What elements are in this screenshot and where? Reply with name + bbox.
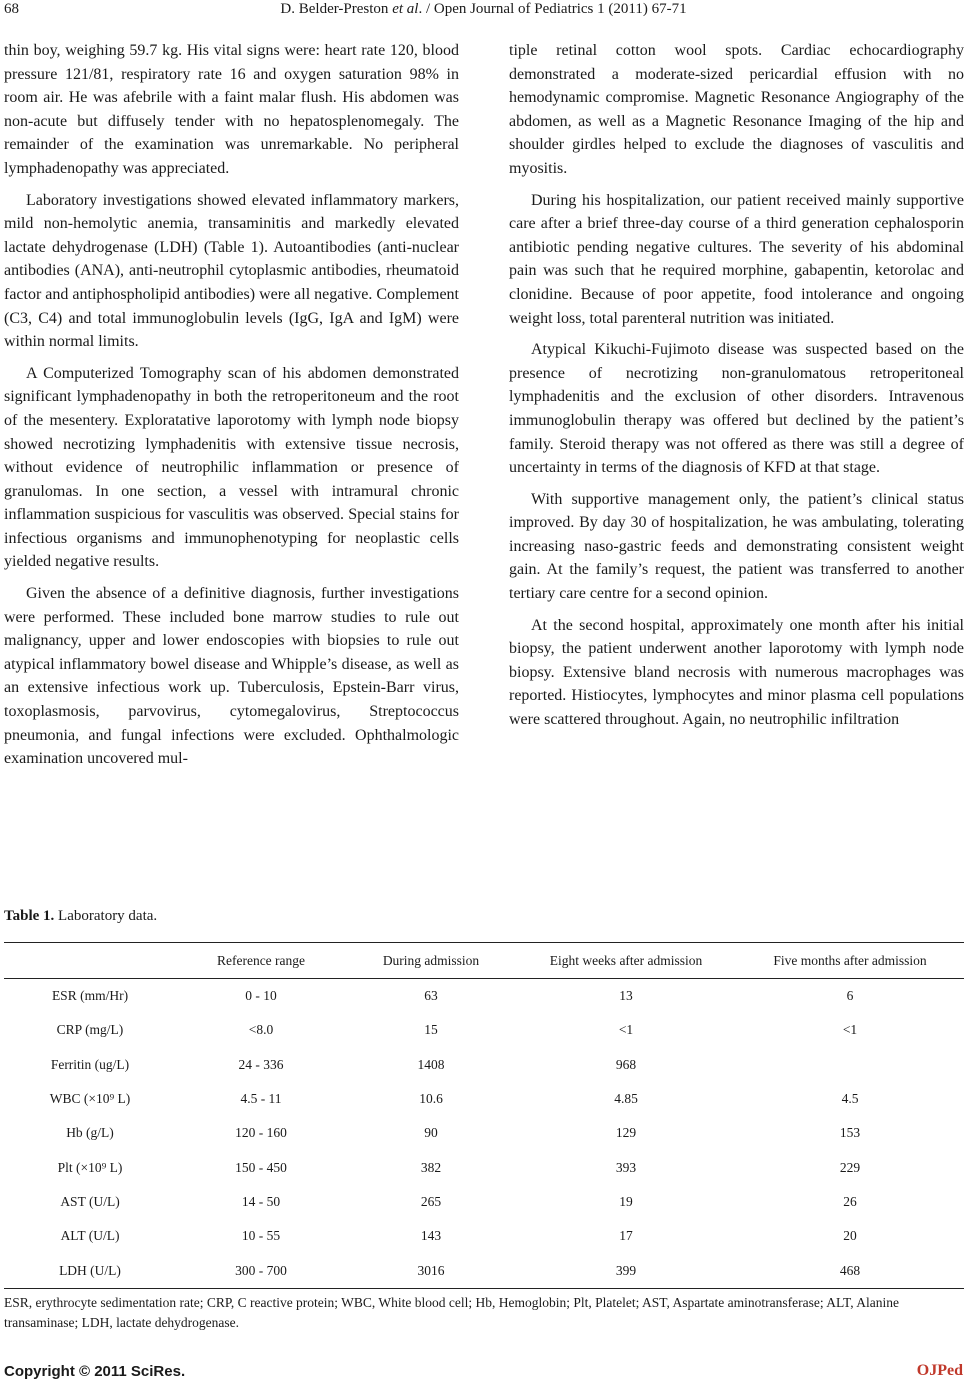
table-cell: WBC (×10⁹ L) bbox=[49, 1091, 131, 1107]
paragraph: thin boy, weighing 59.7 kg. His vital signs were: heart rate 120, blood pressure 121/81, respiratory rate 16 and oxygen saturation 98% in room air. He was afebrile with a faint malar flush. His abdomen was non-acute but diffusely tender with no hepatosplenomegaly. The remainder of the examination was unremarkable. No peripheral lymphadenopathy was appreciated. bbox=[4, 42, 459, 177]
table-cell: 120 - 160 bbox=[235, 1125, 287, 1141]
table-cell: 229 bbox=[839, 1159, 861, 1175]
journal-abbreviation: OJPed bbox=[916, 1362, 963, 1379]
laboratory-data-table bbox=[4, 942, 964, 1289]
table-cell: 399 bbox=[516, 1253, 736, 1288]
table-cell: 382 bbox=[420, 1159, 442, 1175]
table-row bbox=[4, 1253, 964, 1288]
table-cell: LDH (U/L) bbox=[4, 1253, 176, 1288]
table-cell: 14 - 50 bbox=[241, 1193, 281, 1209]
table-row bbox=[4, 1082, 964, 1116]
table-header-cell bbox=[4, 943, 176, 979]
table-row bbox=[4, 1116, 964, 1150]
table-cell: 1408 bbox=[417, 1056, 445, 1072]
copyright-notice: Copyright © 2011 SciRes. bbox=[4, 1363, 186, 1380]
table-cell: 10 - 55 bbox=[241, 1228, 281, 1244]
table-cell: <1 bbox=[842, 1022, 858, 1038]
table-cell: 3016 bbox=[346, 1253, 516, 1288]
table-cell: 26 bbox=[843, 1193, 857, 1209]
page-number: 68 bbox=[4, 1, 19, 17]
table-cell: 19 bbox=[619, 1193, 633, 1209]
running-title-etal: et al bbox=[392, 1, 419, 17]
table-cell: 15 bbox=[424, 1022, 438, 1038]
table-cell: CRP (mg/L) bbox=[56, 1022, 124, 1038]
paragraph: Given the absence of a definitive diagnosis, further investigations were performed. These included bone marrow studies to rule out malignancy, upper and lower endoscopies with biopsies to rule out atypical inflammatory bowel disease and Whipple’s disease, as well as an extensive infectious work up. Tuberculosis, Epstein-Barr virus, toxoplasmosis, parvovirus, cytomegalovirus, Streptococcus pneumonia, and fungal infections were excluded. Ophthalmologic examination uncovered mul- bbox=[4, 585, 459, 768]
right-column bbox=[509, 39, 964, 732]
table-cell: <1 bbox=[618, 1022, 634, 1038]
paragraph: During his hospitalization, our patient received mainly supportive care after a brief three-day course of a third generation cephalosporin antibiotic pending negative cultures. The severity of his abdominal pain was such that he required morphine, gabapentin, ketorolac and clonidine. Because of poor appetite, food intolerance and ongoing weight loss, total parenteral nutrition was initiated. bbox=[509, 191, 964, 327]
table-cell: 10.6 bbox=[419, 1091, 443, 1107]
table-row bbox=[4, 1185, 964, 1219]
table-cell: 24 - 336 bbox=[238, 1056, 284, 1072]
table-caption-text: Laboratory data. bbox=[54, 908, 158, 924]
paragraph: With supportive management only, the patient’s clinical status improved. By day 30 of hospitalization, he was ambulating, tolerating increasing naso-gastric feeds and demonstrating consistent weight gain. At the family’s request, the patient was transferred to another tertiary care centre for a second opinion. bbox=[509, 490, 964, 603]
table-cell: ALT (U/L) bbox=[60, 1228, 120, 1244]
table-cell: 4.5 bbox=[841, 1091, 859, 1107]
table-row bbox=[4, 1150, 964, 1184]
paragraph: At the second hospital, approximately one month after his initial biopsy, the patient underwent another laporotomy with lymph node biopsy. Extensive bland necrosis with numerous macrophages was reported. Histiocytes, lymphocytes and minor plasma cell populations were scattered throughout. Again, no neutrophilic infiltration bbox=[509, 616, 964, 729]
table-cell bbox=[736, 1048, 964, 1082]
table-cell: 153 bbox=[839, 1125, 861, 1141]
table-cell: 265 bbox=[420, 1193, 442, 1209]
table-cell: ESR (mm/Hr) bbox=[51, 988, 129, 1004]
table-cell: AST (U/L) bbox=[60, 1193, 120, 1209]
table-cell: 0 - 10 bbox=[245, 988, 277, 1004]
table-cell: 90 bbox=[424, 1125, 438, 1141]
running-title-suffix: . / Open Journal of Pediatrics 1 (2011) 67-71 bbox=[418, 1, 687, 17]
table-header-row bbox=[4, 943, 964, 979]
table-row bbox=[4, 1048, 964, 1082]
table-header-cell: During admission bbox=[346, 943, 516, 979]
table-cell: 393 bbox=[615, 1159, 637, 1175]
table-header-cell: Eight weeks after admission bbox=[516, 943, 736, 979]
table-caption-label: Table 1. bbox=[4, 908, 55, 924]
running-title-prefix: D. Belder-Preston bbox=[280, 1, 393, 17]
paragraph: tiple retinal cotton wool spots. Cardiac echocardiography demonstrated a moderate-sized pericardial effusion with no hemodynamic compromise. Magnetic Resonance Angiography of the abdomen, as well as a Magnetic Resonance Imaging of the hip and shoulder girdles helped to exclude the diagnoses of vasculitis and myositis. bbox=[509, 42, 964, 177]
table-row bbox=[4, 979, 964, 1014]
paragraph: A Computerized Tomography scan of his abdomen demonstrated significant lymphadenopathy in both the retroperitoneum and the root of the mesentery. Exploratative laporotomy with lymph node biopsy showed necrotizing lymphadenitis with extensive tissue necrosis, without evidence of neutrophilic inflammation or presence of granulomas. In one section, a vessel with intramural chronic inflammation suspicious for vasculitis was observed. Special stains for infectious organisms and immunophenotyping for neoplastic cells yielded negative results. bbox=[4, 364, 459, 571]
table-cell: <8.0 bbox=[248, 1022, 274, 1038]
table-cell: 968 bbox=[615, 1056, 637, 1072]
table-row bbox=[4, 1013, 964, 1047]
table-cell: 468 bbox=[736, 1253, 964, 1288]
table-cell: 4.5 - 11 bbox=[240, 1091, 282, 1107]
table-cell: 143 bbox=[420, 1228, 442, 1244]
running-title bbox=[0, 1, 967, 18]
table-cell: Plt (×10⁹ L) bbox=[57, 1159, 123, 1175]
table-cell: 17 bbox=[619, 1228, 633, 1244]
left-column bbox=[4, 39, 459, 771]
table-cell: 150 - 450 bbox=[235, 1159, 287, 1175]
table-caption bbox=[4, 908, 157, 925]
table-footnote: ESR, erythrocyte sedimentation rate; CRP, C reactive protein; WBC, White blood cell; Hb, Hemoglobin; Plt, Platelet; AST, Aspartate aminotransferase; ALT, Alanine transaminase; LDH, lactate dehydrogenase. bbox=[4, 1295, 899, 1330]
table-header-cell: Reference range bbox=[176, 943, 346, 979]
table-cell: 20 bbox=[843, 1228, 857, 1244]
table-cell: Hb (g/L) bbox=[66, 1125, 114, 1141]
table-cell: 4.85 bbox=[614, 1091, 638, 1107]
table-row bbox=[4, 1219, 964, 1253]
paragraph: Atypical Kikuchi-Fujimoto disease was suspected based on the presence of necrotizing non-granulomatous retroperitoneal lymphadenitis and the exclusion of other disorders. Intravenous immunoglobulin therapy was offered but declined by the patient’s family. Steroid therapy was not offered as there was still a degree of uncertainty in terms of the diagnosis of KFD at that stage. bbox=[509, 341, 964, 477]
table-cell: Ferritin (ug/L) bbox=[50, 1056, 130, 1072]
table-cell: 129 bbox=[615, 1125, 637, 1141]
table-cell: 63 bbox=[424, 988, 438, 1004]
table-header-cell: Five months after admission bbox=[736, 943, 964, 979]
table-cell: 6 bbox=[846, 988, 854, 1004]
paragraph: Laboratory investigations showed elevated inflammatory markers, mild non-hemolytic anemia, transaminitis and markedly elevated lactate dehydrogenase (LDH) (Table 1). Autoantibodies (anti-nuclear antibodies (ANA), anti-neutrophil cytoplasmic antibodies, rheumatoid factor and antiphospholipid antibodies) were all negative. Complement (C3, C4) and total immunoglobulin levels (IgG, IgA and IgM) were within normal limits. bbox=[4, 191, 459, 351]
table-cell: 13 bbox=[619, 988, 633, 1004]
table-cell: 300 - 700 bbox=[176, 1253, 346, 1288]
